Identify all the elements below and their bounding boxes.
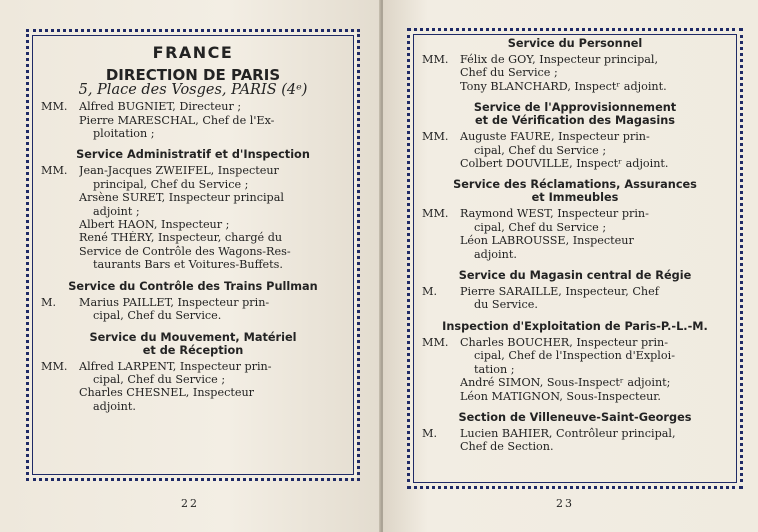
entry-line: cipal, Chef de l'Inspection d'Exploi- xyxy=(474,349,675,363)
right-sections xyxy=(420,37,730,454)
section-heading xyxy=(420,178,730,204)
section-heading-line: Service du Magasin central de Régie xyxy=(458,269,692,283)
entry-line: Arsène SURET, Inspecteur principal xyxy=(79,191,284,205)
entry-line: Alfred BUGNIET, Directeur ; xyxy=(79,100,242,114)
honorific-prefix: M. xyxy=(41,295,57,309)
section-heading xyxy=(420,269,730,282)
section-heading xyxy=(420,37,730,50)
entry-line: ploitation ; xyxy=(93,127,155,141)
entry-line: principal, Chef du Service ; xyxy=(93,177,249,191)
section-heading-line: et de Vérification des Magasins xyxy=(475,114,675,128)
entry-line: Félix de GOY, Inspecteur principal, xyxy=(460,53,659,66)
entry-line: Charles CHESNEL, Inspecteur xyxy=(79,386,255,400)
staff-entry xyxy=(420,207,730,261)
left-sections xyxy=(39,148,347,413)
right-page-frame xyxy=(407,28,743,489)
section-entries xyxy=(420,427,730,454)
honorific-prefix: MM. xyxy=(41,164,68,178)
entry-line: Raymond WEST, Inspecteur prin- xyxy=(460,207,649,221)
direction-heading: DIRECTION DE PARIS xyxy=(105,66,281,85)
section-heading xyxy=(39,331,347,357)
honorific-prefix: MM. xyxy=(422,130,449,144)
section-heading-line: et de Réception xyxy=(142,343,244,357)
section-heading-line: Service du Personnel xyxy=(507,37,643,50)
honorific-prefix: MM. xyxy=(422,207,449,221)
section-heading xyxy=(420,411,730,424)
entry-line: Léon MATIGNON, Sous-Inspecteur. xyxy=(460,389,661,403)
staff-entry xyxy=(39,164,347,271)
staff-entry xyxy=(420,336,730,403)
section-heading xyxy=(39,280,347,293)
section-heading-line: Service du Mouvement, Matériel xyxy=(89,330,297,344)
entry-line: cipal, Chef du Service ; xyxy=(93,372,226,386)
entry-line: Auguste FAURE, Inspecteur prin- xyxy=(460,130,650,144)
section-heading-line: Service Administratif et d'Inspection xyxy=(76,148,310,162)
honorific-prefix: MM. xyxy=(422,53,449,66)
service-section xyxy=(420,269,730,312)
honorific-prefix: MM. xyxy=(41,359,68,373)
entry-line: Service de Contrôle des Wagons-Res- xyxy=(79,244,291,258)
staff-entry xyxy=(39,100,347,140)
section-heading-line: Service des Réclamations, Assurances xyxy=(453,178,697,192)
entry-line: Colbert DOUVILLE, Inspectʳ adjoint. xyxy=(460,157,669,171)
section-heading xyxy=(420,320,730,333)
service-section xyxy=(420,320,730,403)
entry-line: Marius PAILLET, Inspecteur prin- xyxy=(79,295,270,309)
section-heading-line: Section de Villeneuve-Saint-Georges xyxy=(458,410,692,424)
staff-entry xyxy=(39,360,347,414)
entry-line: Pierre SARAILLE, Inspecteur, Chef xyxy=(460,285,659,299)
left-page-frame xyxy=(26,29,360,481)
section-entries xyxy=(420,53,730,93)
right-page-content xyxy=(420,37,730,454)
entry-line: du Service. xyxy=(474,298,538,312)
entry-line: taurants Bars et Voitures-Buffets. xyxy=(93,258,283,272)
section-heading xyxy=(420,101,730,127)
entry-line: cipal, Chef du Service. xyxy=(93,309,222,323)
right-page xyxy=(383,0,758,532)
address-line: 5, Place des Vosges, PARIS (4ᵉ) xyxy=(78,81,308,98)
entry-line: André SIMON, Sous-Inspectʳ adjoint; xyxy=(460,376,671,390)
section-entries xyxy=(39,164,347,271)
staff-entry xyxy=(420,130,730,170)
service-section xyxy=(420,411,730,454)
honorific-prefix: M. xyxy=(422,426,438,440)
entry-line: adjoint. xyxy=(93,399,136,413)
entry-line: cipal, Chef du Service ; xyxy=(474,220,607,234)
service-section xyxy=(420,37,730,93)
staff-entry xyxy=(420,427,730,454)
honorific-prefix: MM. xyxy=(41,100,68,114)
entry-line: René THÉRY, Inspecteur, chargé du xyxy=(79,231,283,245)
country-heading: FRANCE xyxy=(152,43,234,62)
section-entries xyxy=(420,285,730,312)
section-heading-line: et Immeubles xyxy=(531,191,619,205)
entry-line: Jean-Jacques ZWEIFEL, Inspecteur xyxy=(79,164,279,178)
entry-line: Tony BLANCHARD, Inspectʳ adjoint. xyxy=(460,79,667,93)
entry-line: Pierre MARESCHAL, Chef de l'Ex- xyxy=(79,113,275,127)
left-page-content xyxy=(39,40,347,413)
honorific-prefix: M. xyxy=(422,285,438,299)
section-entries xyxy=(420,207,730,261)
staff-entry xyxy=(420,285,730,312)
service-section xyxy=(420,101,730,170)
staff-entry xyxy=(39,296,347,323)
entry-line: Albert HAON, Inspecteur ; xyxy=(79,218,230,232)
entry-line: Chef du Service ; xyxy=(460,66,558,80)
entry-line: Lucien BAHIER, Contrôleur principal, xyxy=(460,426,676,440)
directors-block xyxy=(39,100,347,140)
section-entries xyxy=(39,296,347,323)
section-entries xyxy=(39,360,347,414)
entry-line: Chef de Section. xyxy=(460,440,554,454)
entry-line: cipal, Chef du Service ; xyxy=(474,143,607,157)
section-heading-line: Inspection d'Exploitation de Paris-P.-L.-M. xyxy=(442,319,708,333)
service-section xyxy=(39,148,347,271)
section-heading xyxy=(39,148,347,161)
page-number-left: 22 xyxy=(181,497,199,510)
service-section xyxy=(39,331,347,414)
honorific-prefix: MM. xyxy=(422,335,449,349)
entry-line: Léon LABROUSSE, Inspecteur xyxy=(460,234,634,248)
section-entries xyxy=(420,130,730,170)
entry-line: adjoint ; xyxy=(93,204,140,218)
entry-line: tation ; xyxy=(474,362,515,376)
entry-line: Alfred LARPENT, Inspecteur prin- xyxy=(79,359,272,373)
page-number-right: 23 xyxy=(556,497,574,510)
section-entries xyxy=(420,336,730,403)
entry-line: Charles BOUCHER, Inspecteur prin- xyxy=(460,335,669,349)
service-section xyxy=(39,280,347,323)
service-section xyxy=(420,178,730,261)
entry-line: adjoint. xyxy=(474,247,517,261)
section-heading-line: Service du Contrôle des Trains Pullman xyxy=(68,279,318,293)
staff-entry xyxy=(420,53,730,93)
section-heading-line: Service de l'Approvisionnement xyxy=(473,101,677,115)
